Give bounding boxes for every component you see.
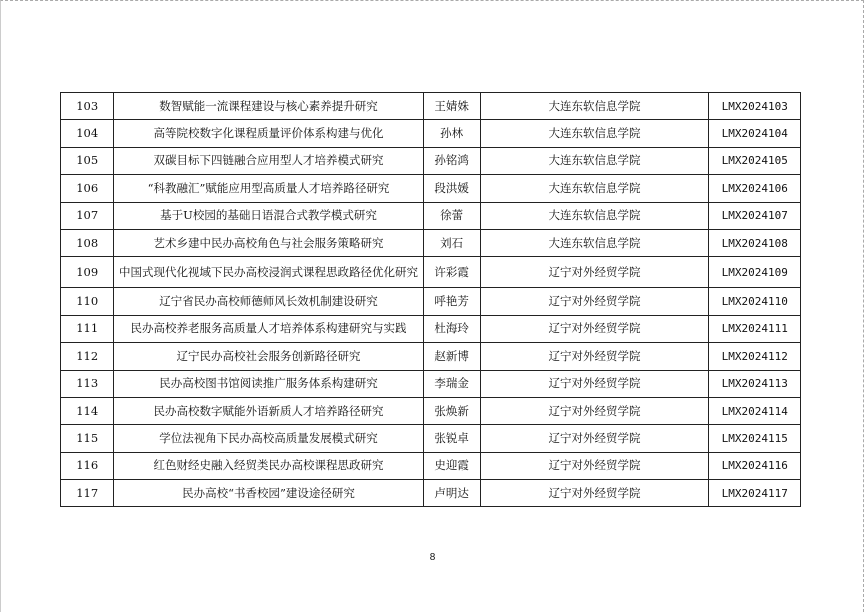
page-number: 8 [429, 552, 436, 563]
author-cell: 赵新博 [423, 343, 480, 370]
author-cell: 杜海玲 [423, 315, 480, 342]
table-row [61, 480, 801, 507]
table-row [61, 175, 801, 202]
author-cell: 呼艳芳 [423, 288, 480, 315]
row-number-cell: 114 [61, 397, 114, 424]
project-title-cell: 基于U校园的基础日语混合式教学模式研究 [114, 202, 423, 229]
table-row [61, 202, 801, 229]
table-row [61, 315, 801, 342]
row-number-cell: 112 [61, 343, 114, 370]
school-cell: 大连东软信息学院 [480, 147, 709, 174]
author-cell: 徐蕾 [423, 202, 480, 229]
row-number-cell: 113 [61, 370, 114, 397]
school-cell: 辽宁对外经贸学院 [480, 288, 709, 315]
row-number-cell: 116 [61, 452, 114, 479]
table-row [61, 452, 801, 479]
project-title-cell: 艺术乡建中民办高校角色与社会服务策略研究 [114, 229, 423, 256]
school-cell: 辽宁对外经贸学院 [480, 452, 709, 479]
school-cell: 大连东软信息学院 [480, 175, 709, 202]
table-row [61, 343, 801, 370]
project-title-cell: 数智赋能一流课程建设与核心素养提升研究 [114, 93, 423, 120]
row-number-cell: 107 [61, 202, 114, 229]
row-number-cell: 108 [61, 229, 114, 256]
school-cell: 辽宁对外经贸学院 [480, 370, 709, 397]
project-title-cell: 民办高校养老服务高质量人才培养体系构建研究与实践 [114, 315, 423, 342]
school-cell: 辽宁对外经贸学院 [480, 480, 709, 507]
project-title-cell: 红色财经史融入经贸类民办高校课程思政研究 [114, 452, 423, 479]
project-code-cell: LMX2024114 [709, 397, 801, 424]
row-number-cell: 103 [61, 93, 114, 120]
row-number-cell: 105 [61, 147, 114, 174]
author-cell: 刘石 [423, 229, 480, 256]
project-code-cell: LMX2024112 [709, 343, 801, 370]
project-code-cell: LMX2024113 [709, 370, 801, 397]
author-cell: 史迎霞 [423, 452, 480, 479]
project-code-cell: LMX2024105 [709, 147, 801, 174]
school-cell: 辽宁对外经贸学院 [480, 343, 709, 370]
row-number-cell: 104 [61, 120, 114, 147]
author-cell: 王婧姝 [423, 93, 480, 120]
project-title-cell: 民办高校图书馆阅读推广服务体系构建研究 [114, 370, 423, 397]
project-code-cell: LMX2024111 [709, 315, 801, 342]
project-title-cell: 辽宁省民办高校师德师风长效机制建设研究 [114, 288, 423, 315]
table-row [61, 257, 801, 288]
project-code-cell: LMX2024109 [709, 257, 801, 288]
table-row [61, 147, 801, 174]
school-cell: 辽宁对外经贸学院 [480, 425, 709, 452]
project-code-cell: LMX2024116 [709, 452, 801, 479]
table-row [61, 229, 801, 256]
project-code-cell: LMX2024115 [709, 425, 801, 452]
row-number-cell: 111 [61, 315, 114, 342]
school-cell: 大连东软信息学院 [480, 202, 709, 229]
table-row [61, 370, 801, 397]
project-code-cell: LMX2024103 [709, 93, 801, 120]
author-cell: 孙铭鸿 [423, 147, 480, 174]
author-cell: 张锐卓 [423, 425, 480, 452]
project-table-body [61, 93, 801, 507]
project-title-cell: 辽宁民办高校社会服务创新路径研究 [114, 343, 423, 370]
project-code-cell: LMX2024104 [709, 120, 801, 147]
project-title-cell: 中国式现代化视域下民办高校浸润式课程思政路径优化研究 [114, 257, 423, 288]
project-table [60, 92, 801, 507]
table-row [61, 93, 801, 120]
table-row [61, 120, 801, 147]
school-cell: 大连东软信息学院 [480, 229, 709, 256]
table-row [61, 397, 801, 424]
project-title-cell: 民办高校“书香校园”建设途径研究 [114, 480, 423, 507]
project-title-cell: 民办高校数字赋能外语新质人才培养路径研究 [114, 397, 423, 424]
table-row [61, 425, 801, 452]
row-number-cell: 117 [61, 480, 114, 507]
project-title-cell: 双碳目标下四链融合应用型人才培养模式研究 [114, 147, 423, 174]
row-number-cell: 110 [61, 288, 114, 315]
row-number-cell: 106 [61, 175, 114, 202]
school-cell: 辽宁对外经贸学院 [480, 257, 709, 288]
row-number-cell: 115 [61, 425, 114, 452]
school-cell: 辽宁对外经贸学院 [480, 315, 709, 342]
project-code-cell: LMX2024107 [709, 202, 801, 229]
project-code-cell: LMX2024110 [709, 288, 801, 315]
project-code-cell: LMX2024117 [709, 480, 801, 507]
school-cell: 大连东软信息学院 [480, 93, 709, 120]
row-number-cell: 109 [61, 257, 114, 288]
project-code-cell: LMX2024106 [709, 175, 801, 202]
school-cell: 大连东软信息学院 [480, 120, 709, 147]
project-title-cell: 学位法视角下民办高校高质量发展模式研究 [114, 425, 423, 452]
table-row [61, 288, 801, 315]
author-cell: 李瑞金 [423, 370, 480, 397]
author-cell: 张焕新 [423, 397, 480, 424]
project-code-cell: LMX2024108 [709, 229, 801, 256]
author-cell: 许彩霞 [423, 257, 480, 288]
project-title-cell: 高等院校数字化课程质量评价体系构建与优化 [114, 120, 423, 147]
school-cell: 辽宁对外经贸学院 [480, 397, 709, 424]
author-cell: 卢明达 [423, 480, 480, 507]
project-title-cell: “科教融汇”赋能应用型高质量人才培养路径研究 [114, 175, 423, 202]
author-cell: 孙林 [423, 120, 480, 147]
author-cell: 段洪媛 [423, 175, 480, 202]
